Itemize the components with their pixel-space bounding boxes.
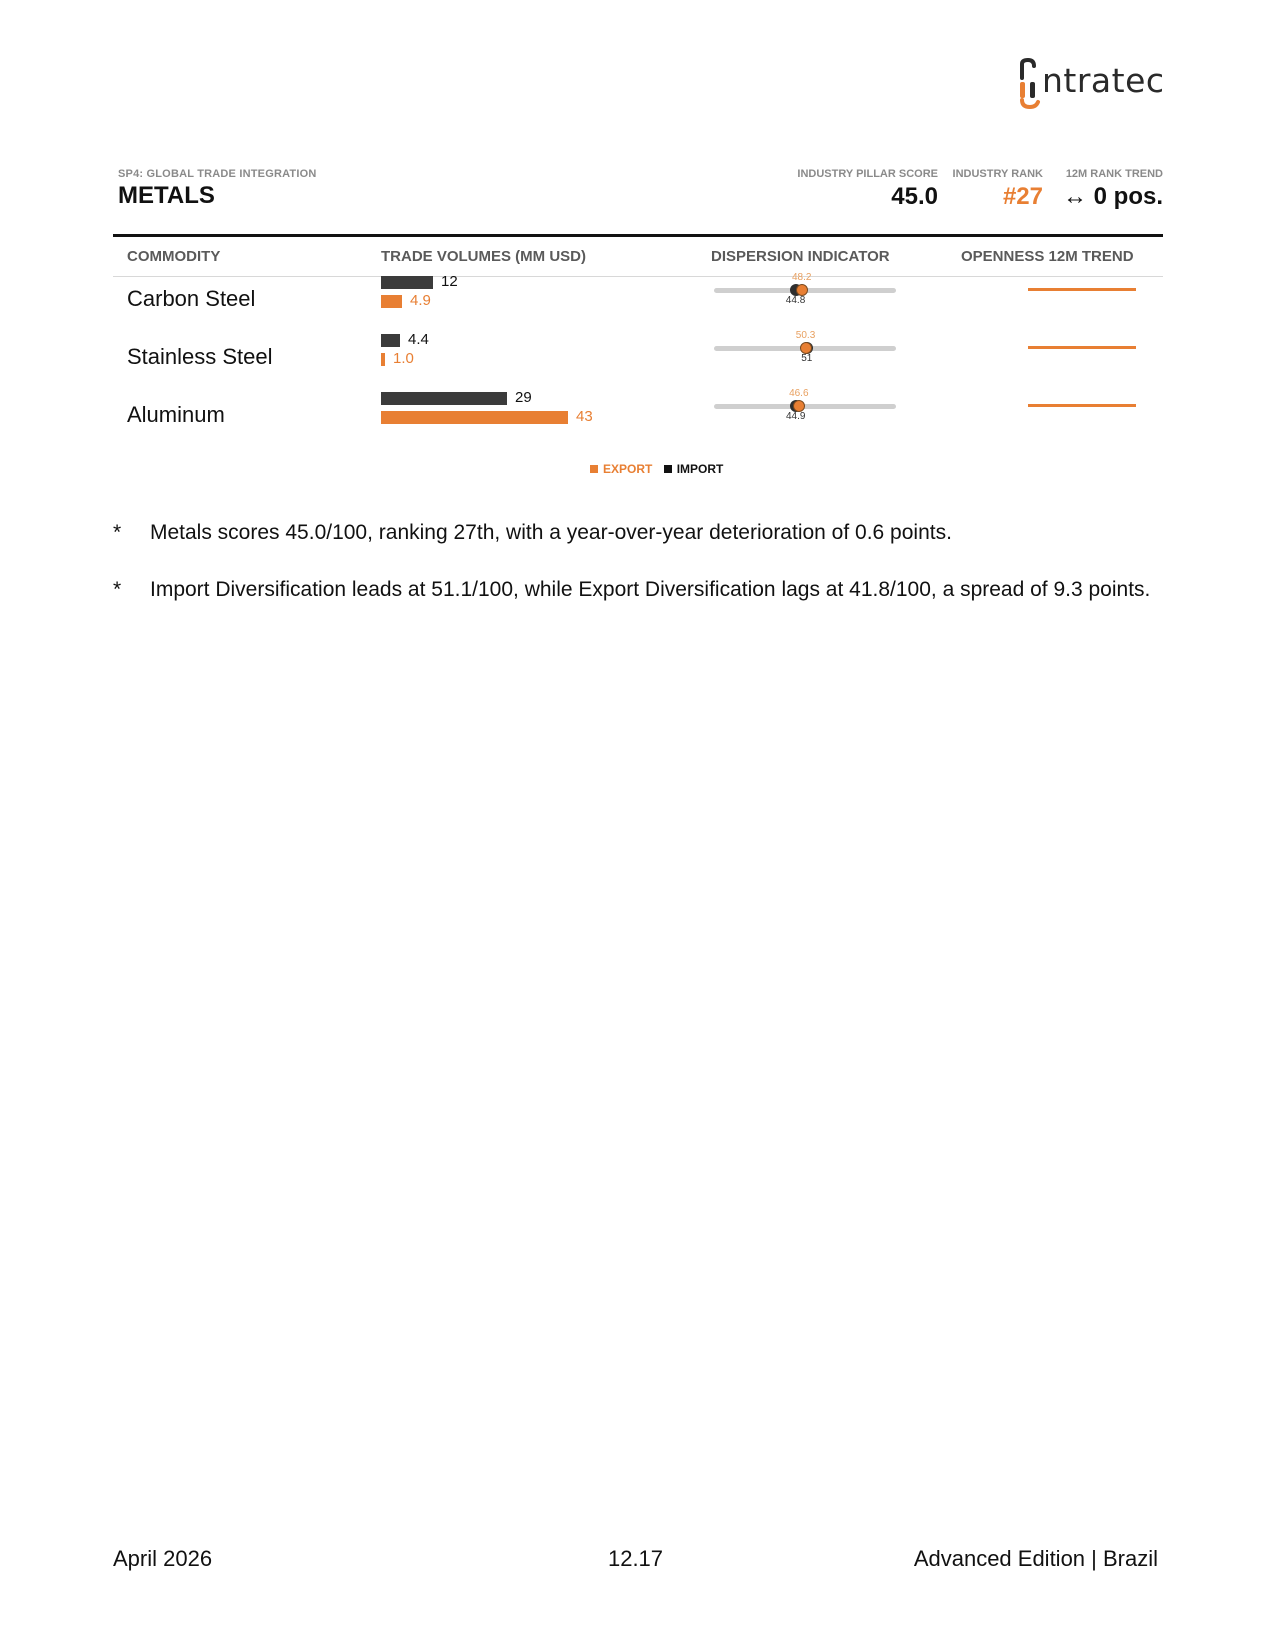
bullet-marker: *: [113, 578, 122, 601]
rank-value: #27: [1002, 183, 1043, 210]
table-row: [113, 330, 1163, 390]
import-volume-label: 12: [441, 273, 458, 290]
industry-rank: [953, 168, 1043, 211]
export-volume-label: 4.9: [410, 292, 431, 309]
dispersion-export-label: 46.6: [789, 388, 809, 399]
dispersion-export-label: 50.3: [795, 330, 816, 341]
score-value: 45.0: [891, 183, 938, 210]
table-row: [113, 272, 1163, 332]
dispersion-import-label: 51: [801, 353, 813, 364]
openness-trend-line: [1028, 404, 1136, 407]
import-volume-bar: [381, 392, 507, 405]
openness-trend-line: [1028, 346, 1136, 349]
page-footer: [113, 1546, 1158, 1576]
bullet-item: [113, 569, 1173, 610]
import-swatch: [664, 465, 672, 473]
footer-edition: Advanced Edition | Brazil: [913, 1546, 1158, 1571]
openness-trend-line: [1028, 288, 1136, 291]
column-header-openness-trend: OPENNESS 12M TREND: [961, 248, 1134, 265]
dispersion-export-label: 48.2: [791, 272, 812, 283]
legend-import-label: IMPORT: [676, 462, 724, 476]
export-volume-bar: [381, 353, 385, 366]
section-label: SP4: GLOBAL TRADE INTEGRATION: [118, 168, 317, 180]
table-row: [113, 388, 1163, 448]
import-volume-label: 29: [515, 389, 532, 406]
rank-trend: [1063, 168, 1163, 211]
export-volume-label: 1.0: [393, 350, 414, 367]
import-volume-bar: [381, 276, 433, 289]
bullet-text: Metals scores 45.0/100, ranking 27th, with a year-over-year deterioration of 0.6 points.: [150, 521, 952, 544]
rank-label: INDUSTRY RANK: [952, 168, 1043, 180]
export-volume-bar: [381, 295, 402, 308]
commodity-name: Aluminum: [127, 402, 225, 427]
bullet-item: [113, 512, 1173, 553]
section-header: [118, 168, 1163, 230]
legend-export-label: EXPORT: [603, 462, 653, 476]
footer-date: April 2026: [113, 1546, 213, 1571]
page-title: METALS: [118, 182, 215, 209]
logo-wordmark: ntratec: [1042, 61, 1165, 100]
industry-pillar-score: [797, 168, 938, 211]
column-header-commodity: COMMODITY: [127, 248, 221, 265]
column-header-dispersion: DISPERSION INDICATOR: [711, 248, 890, 265]
export-volume-bar: [381, 411, 568, 424]
chart-legend: [590, 462, 723, 476]
bullet-text: Import Diversification leads at 51.1/100, while Export Diversification lags at 41.8/100, a spread of 9.3 points.: [150, 578, 1151, 601]
intratec-logo: [1018, 58, 1168, 110]
footer-page-number: 12.17: [607, 1546, 664, 1571]
summary-bullets: [113, 512, 1173, 626]
column-header-trade-volumes: TRADE VOLUMES (MM USD): [381, 248, 586, 265]
dispersion-import-label: 44.8: [785, 295, 806, 306]
dispersion-import-label: 44.9: [785, 411, 806, 422]
commodity-name: Stainless Steel: [127, 344, 273, 369]
dispersion-track: [714, 404, 896, 409]
header-divider: [113, 234, 1163, 237]
export-swatch: [590, 465, 598, 473]
trend-value: ↔ 0 pos.: [1062, 183, 1163, 210]
import-volume-bar: [381, 334, 400, 347]
commodity-name: Carbon Steel: [127, 286, 256, 311]
export-volume-label: 43: [576, 408, 593, 425]
score-label: INDUSTRY PILLAR SCORE: [797, 168, 938, 180]
import-volume-label: 4.4: [408, 331, 429, 348]
trend-label: 12M RANK TREND: [1065, 168, 1163, 180]
bullet-marker: *: [113, 521, 122, 544]
